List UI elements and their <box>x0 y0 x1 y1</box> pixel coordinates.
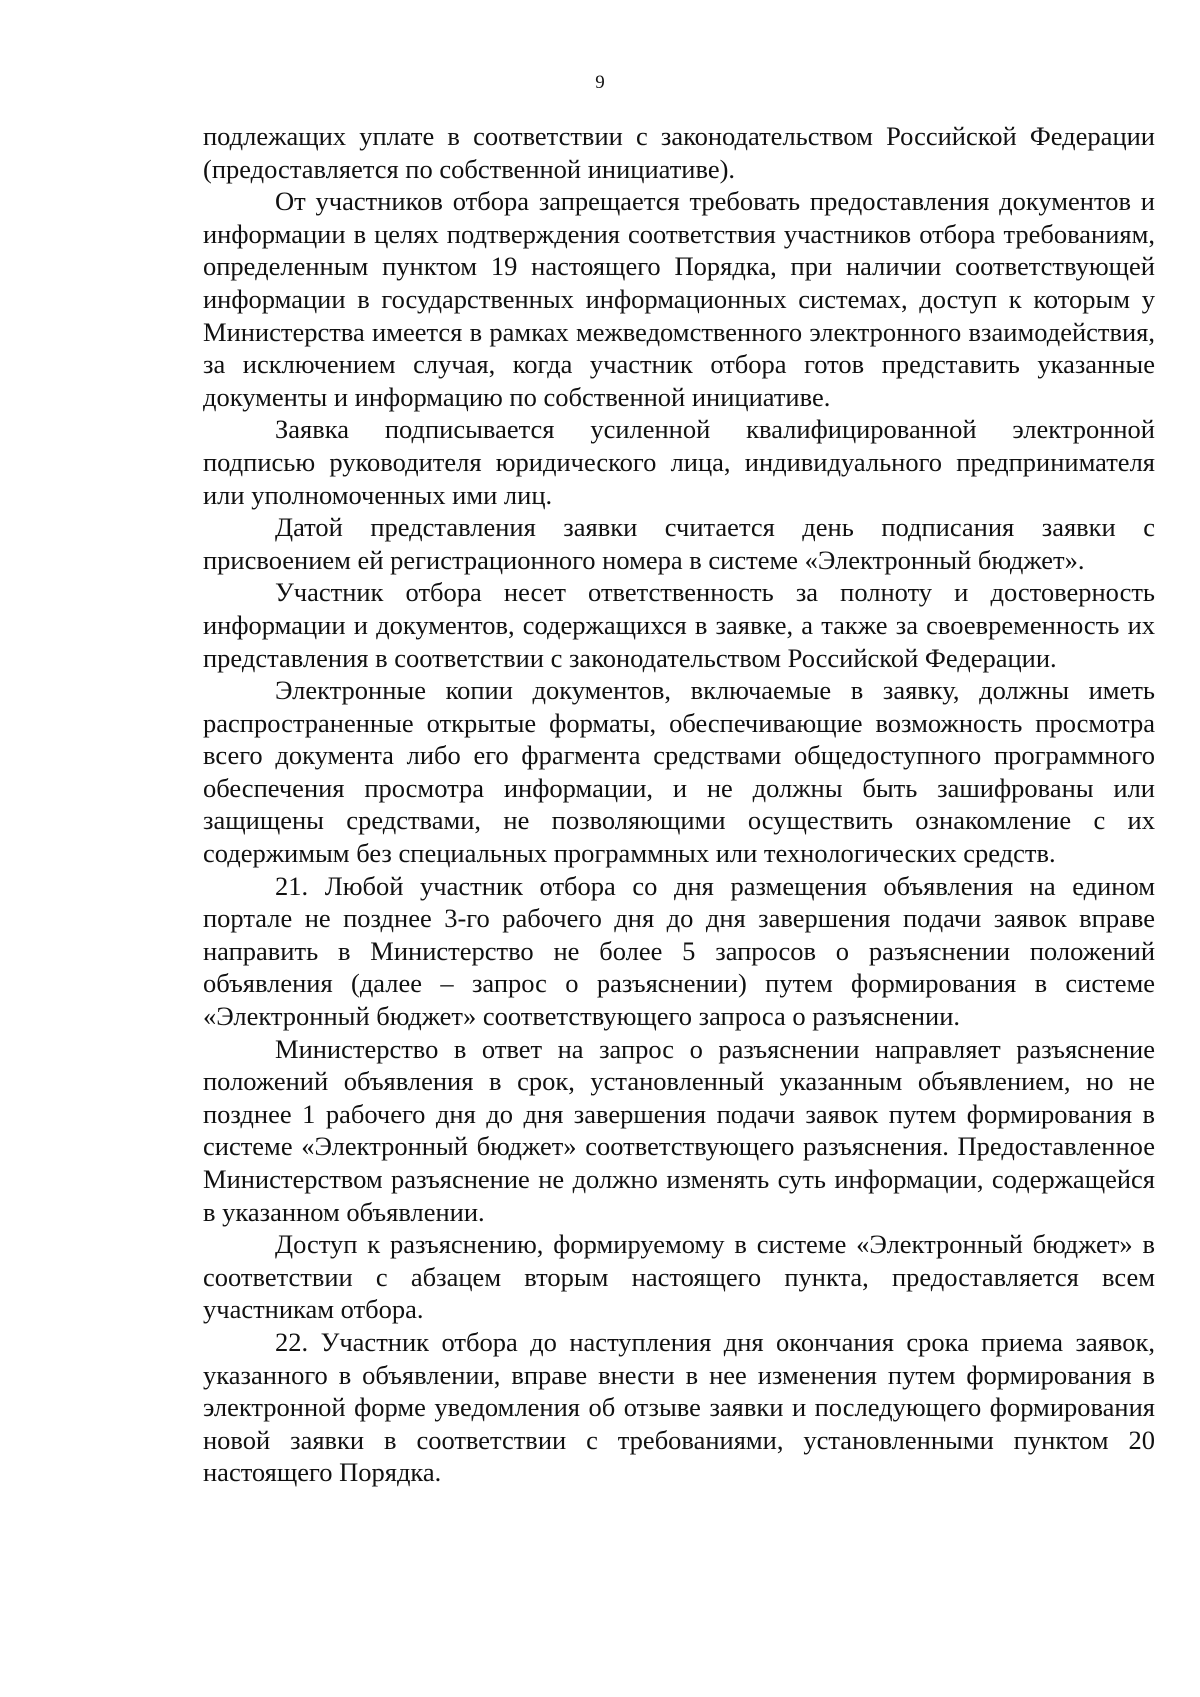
paragraph-5: Участник отбора несет ответственность за полноту и достоверность информации и документов, содержащихся в заявке, а также за своевременность их представления в соответствии с законодательством Российской Федерации. <box>203 577 1155 673</box>
paragraph-9: Доступ к разъяснению, формируемому в системе «Электронный бюджет» в соответствии с абзацем вторым настоящего пункта, предоставляется всем участникам отбора. <box>203 1229 1155 1325</box>
paragraph-3: Заявка подписывается усиленной квалифицированной электронной подписью руководителя юридического лица, индивидуального предпринимателя или уполномоченных ими лиц. <box>203 414 1155 510</box>
paragraph-4: Датой представления заявки считается день подписания заявки с присвоением ей регистрационного номера в системе «Электронный бюджет». <box>203 512 1155 575</box>
paragraph-1: подлежащих уплате в соответствии с законодательством Российской Федерации (предоставляется по собственной инициативе). <box>203 121 1155 184</box>
document-body <box>203 120 1155 1489</box>
paragraph-6: Электронные копии документов, включаемые в заявку, должны иметь распространенные открытые форматы, обеспечивающие возможность просмотра всего документа либо его фрагмента средствами общедоступного программного обеспечения просмотра информации, и не должны быть зашифрованы или защищены средствами, не позволяющими осуществить ознакомление с их содержимым без специальных программных или технологических средств. <box>203 675 1155 869</box>
paragraph-2: От участников отбора запрещается требовать предоставления документов и информации в целях подтверждения соответствия участников отбора требованиям, определенным пунктом 19 настоящего Порядка, при наличии соответствующей информации в государственных информационных системах, доступ к которым у Министерства имеется в рамках межведомственного электронного взаимодействия, за исключением случая, когда участник отбора готов представить указанные документы и информацию по собственной инициативе. <box>203 186 1155 412</box>
paragraph-7: 21. Любой участник отбора со дня размещения объявления на едином портале не позднее 3-го рабочего дня до дня завершения подачи заявок вправе направить в Министерство не более 5 запросов о разъяснении положений объявления (далее – запрос о разъяснении) путем формирования в системе «Электронный бюджет» соответствующего запроса о разъяснении. <box>203 870 1155 1032</box>
page-number: 9 <box>595 72 605 93</box>
paragraph-10: 22. Участник отбора до наступления дня окончания срока приема заявок, указанного в объявлении, вправе внести в нее изменения путем формирования в электронной форме уведомления об отзыве заявки и последующего формирования новой заявки в соответствии с требованиями, установленными пунктом 20 настоящего Порядка. <box>203 1326 1155 1488</box>
paragraph-8: Министерство в ответ на запрос о разъяснении направляет разъяснение положений объявления в срок, установленный указанным объявлением, но не позднее 1 рабочего дня до дня завершения подачи заявок путем формирования в системе «Электронный бюджет» соответствующего разъяснения. Предоставленное Министерством разъяснение не должно изменять суть информации, содержащейся в указанном объявлении. <box>203 1033 1155 1227</box>
